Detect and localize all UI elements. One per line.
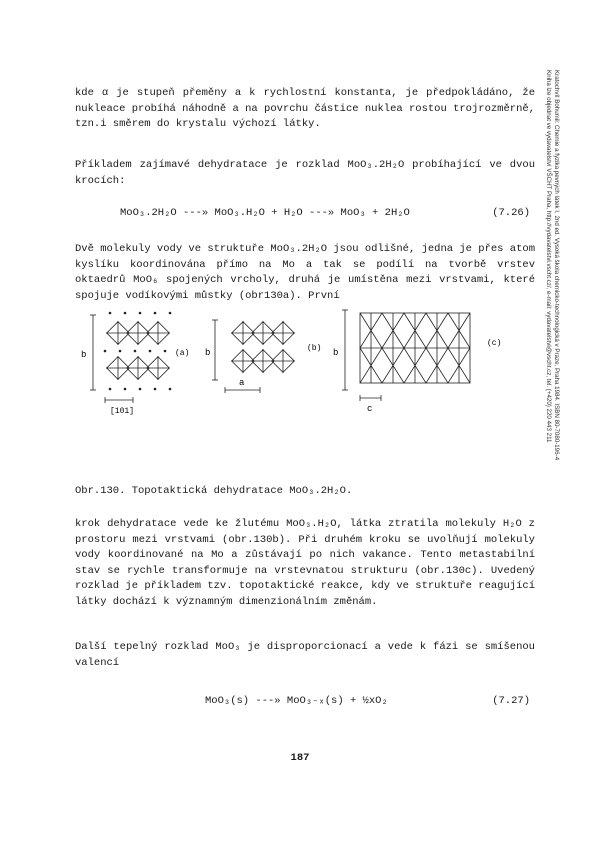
label-b: (b) — [307, 344, 322, 353]
axis-label-b-b: b — [205, 348, 211, 358]
equation-formula: MoO₃(s) ---» MoO₃₋ₓ(s) + ½xO₂ — [205, 695, 388, 707]
axis-label-b-c: b — [333, 348, 339, 358]
panel-a — [90, 312, 171, 403]
axis-label-a-b: a — [239, 378, 245, 388]
structure-diagram — [75, 305, 535, 435]
label-a: (a) — [175, 349, 190, 358]
paragraph-5: Další tepelný rozklad MoO₃ je disproporcionací a vede k fázi se smíšenou valencí — [75, 641, 535, 669]
panel-c — [342, 310, 470, 401]
panel-b — [212, 320, 295, 393]
sidenote-line-1: Kratochvíl Bohumil: Chemie a fyzika pevných látek I, 2nd ed. Vysoká škola chemicko-technologická v Praze, Praha 1984. ISBN 80-7080-196-4 — [553, 70, 560, 461]
paragraph-3: Dvě molekuly vody ve struktuře MoO₃.2H₂O jsou odlišné, jedna je přes atom kyslíku koordinována přímo na Mo a tak se podílí na tvorbě vrstev oktaedrů MoO₆ spojených vrcholy, druhá je umístěna mezi vrstvami, které spojuje vodíkovými můstky (obr130a). První — [75, 243, 535, 302]
paragraph-1: kde α je stupeň přeměny a k rychlostní konstanta, je předpokládáno, že nukleace probíhá náhodně a na povrchu částice nuklea rostou trojrozměrně, tzn.i směrem do krystalu výchozí látky. — [75, 87, 535, 130]
sidenote-line-2: Kniha lze objednat ve vydavatelství VŠCHT Praha, http://vydavatelstvi.vscht.cz/, e-mail: vydavatelstvi@vscht.cz, tel. (+420) 220 443 211 — [545, 70, 552, 443]
axis-label-b-a: b — [81, 350, 87, 360]
axis-label-c-c: c — [367, 404, 373, 414]
figure-caption: Obr.130. Topotaktická dehydratace MoO₃.2H₂O. — [75, 485, 353, 497]
label-c: (c) — [487, 339, 502, 348]
paragraph-2: Příkladem zajímavé dehydratace je rozklad MoO₃.2H₂O probíhající ve dvou krocích: — [75, 159, 535, 187]
direction-label: [101] — [110, 407, 135, 416]
page-number: 187 — [290, 752, 310, 764]
figure-130 — [75, 305, 535, 435]
equation-formula: MoO₃.2H₂O ---» MoO₃.H₂O + H₂O ---» MoO₃ + 2H₂O — [120, 207, 410, 219]
equation-number: (7.26) — [492, 207, 530, 219]
equation-number: (7.27) — [492, 695, 530, 707]
publisher-sidenote — [544, 70, 560, 610]
paragraph-4: krok dehydratace vede ke žlutému MoO₃.H₂O, látka ztratila molekuly H₂O z prostoru mezi vrstvami (obr.130b). Při druhém kroku se uvolňují molekuly vody koordinované na Mo a zůstávají po nich vakance. Tento metastabilní stav se rychle transformuje na vrstevnatou strukturu (obr.130c). Uvedený rozklad je příkladem tzv. topotaktické reakce, kdy ve struktuře reagující látky dochází k významným dimenzionálním změnám. — [75, 518, 535, 608]
